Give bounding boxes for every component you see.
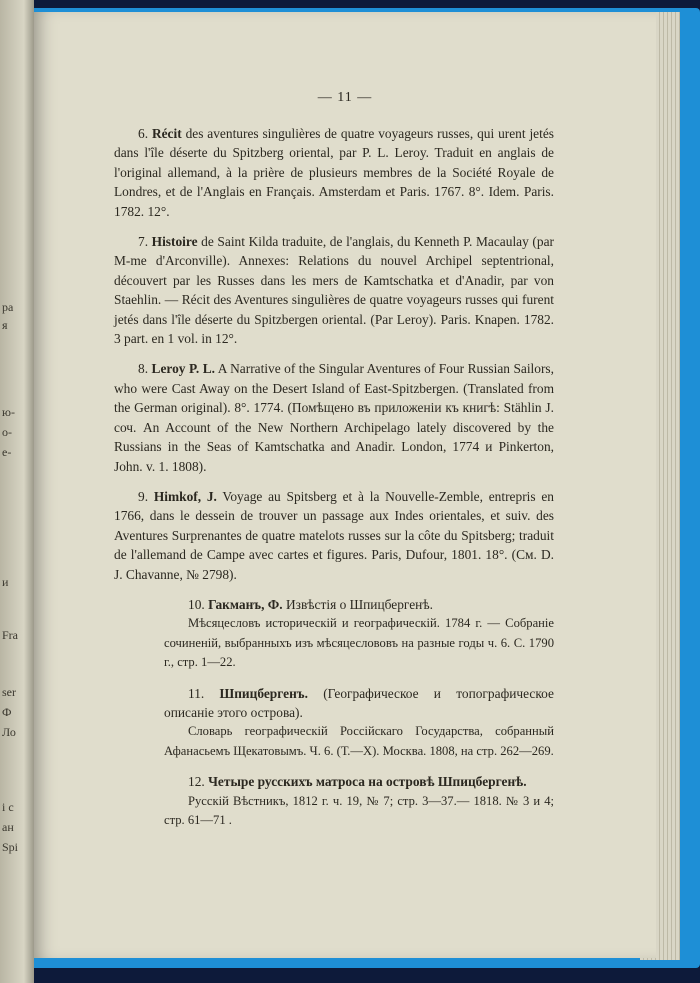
entry-text: (Географическое и топографическое описаніе этого острова).: [164, 685, 554, 720]
entry-source: Словарь географическій Россійскаго Государства, собранный Афанасьемъ Щекатовымъ. Ч. 6. (Т.—Х). Москва. 1808, на стр. 262—269.: [164, 724, 554, 758]
left-fragment: Fra: [2, 628, 18, 642]
left-fragment: o-: [2, 425, 12, 439]
page-number: — 11 —: [317, 90, 373, 105]
entry-number: 12.: [188, 774, 205, 790]
entry-number: 6.: [138, 126, 149, 141]
left-fragment: Spi: [2, 840, 19, 854]
bib-entry-10: [114, 595, 554, 673]
entry-number: 8.: [138, 361, 149, 377]
entry-text: Извѣстія о Шпицбергенѣ.: [282, 596, 433, 612]
entry-source: Русскій Вѣстникъ, 1812 г. ч. 19, № 7; стр. 3—37.— 1818. № 3 и 4; стр. 61—71 .: [164, 793, 554, 827]
left-fragment: и: [2, 575, 9, 589]
left-page-edge: [0, 0, 34, 983]
entry-text: de Saint Kilda traduite, de l'anglais, du Kenneth P. Macaulay (par M-me d'Arconville). Annexes: Relations du nouvel Archipel septentrional, découvert par les Russes dans les mers de Kamtschatka et d'Anadir, par von Staehlin. — Récit des Aventures singulières de quatre voyageurs russes qui furent jetés dans l'île déserte du Spitzbergen oriental. (Par Leroy). Paris. Knapen. 1782. 3 part. en 1 vol. in 12°.: [114, 234, 554, 347]
entry-number: 7.: [138, 234, 149, 250]
left-fragment: i с: [2, 800, 14, 814]
bib-entry-6: [114, 124, 554, 221]
entry-heading: Гакманъ, Ф.: [208, 596, 283, 612]
entry-text: A Narrative of the Singular Aventures of Four Russian Sailors, who were Cast Away on the Desert Island of East-Spitzbergen. (Translated from the German original). 8°. 1774. (Помѣщено въ приложеніи къ книгѣ: Stählin J. соч. An Account of the New Northern Archipelago lately discovered by the Russians in the Seas of Kamtschatka and Anadir. London, 1774 и Pinkerton, John. v. 1. 1808).: [114, 361, 554, 474]
entry-number: 10.: [188, 596, 205, 612]
left-fragment: e-: [2, 445, 12, 459]
bib-entry-8: [114, 359, 554, 475]
entry-source: Мѣсяцесловъ историческій и географическій. 1784 г. — Собраніе сочиненій, выбранныхъ изъ мѣсяцеслововъ на разные годы ч. 6. С. 1790 г., стр. 1—22.: [164, 616, 554, 670]
entry-heading: Четыре русскихъ матроса на островѣ Шпицбергенѣ.: [208, 774, 527, 790]
bibliography-list: [114, 124, 554, 841]
entry-text: Voyage au Spitsberg et à la Nouvelle-Zemble, entrepris en 1766, dans le dessein de trouver un passage aux Indes orientales, et suiv. des Aventures Surprenantes de quatre matelots russes sur la côte du Spitsberg; traduit de l'allemand de Campe avec cartes et figures. Paris, Dufour, 1801. 18°. (См. D. J. Chavanne, № 2798).: [114, 488, 554, 582]
left-fragment: ser: [2, 685, 16, 699]
entry-text: des aventures singulières de quatre voyageurs russes, qui urent jetés dans l'île déserte du Spitzberg oriental, par P. L. Leroy. Traduit en anglais de l'original allemand, à la prière de plusieurs membres de la Société Royale de Londres, et de l'Anglais en Français. Amsterdam et Paris. 1767. 8°. Idem. Paris. 1782. 12°.: [114, 126, 554, 219]
bib-entry-9: [114, 487, 554, 584]
entry-heading: Шпицбергенъ.: [219, 685, 308, 701]
entry-heading: Histoire: [151, 234, 198, 250]
left-fragment: pa: [2, 300, 14, 314]
entry-heading: Récit: [151, 126, 182, 141]
entry-heading: Leroy P. L.: [151, 361, 215, 377]
left-fragment: Ф: [2, 705, 12, 719]
book-page: [34, 12, 656, 958]
entry-number: 11.: [188, 685, 205, 701]
entry-number: 9.: [138, 488, 149, 504]
left-fragment: ан: [2, 820, 14, 834]
bib-entry-11: [114, 684, 554, 762]
bib-entry-12: [114, 772, 554, 830]
bib-entry-7: [114, 232, 554, 348]
left-fragment: ю-: [2, 405, 15, 419]
left-fragment: Ло: [2, 725, 16, 739]
entry-heading: Himkof, J.: [153, 488, 217, 504]
left-fragment: я: [2, 318, 8, 332]
